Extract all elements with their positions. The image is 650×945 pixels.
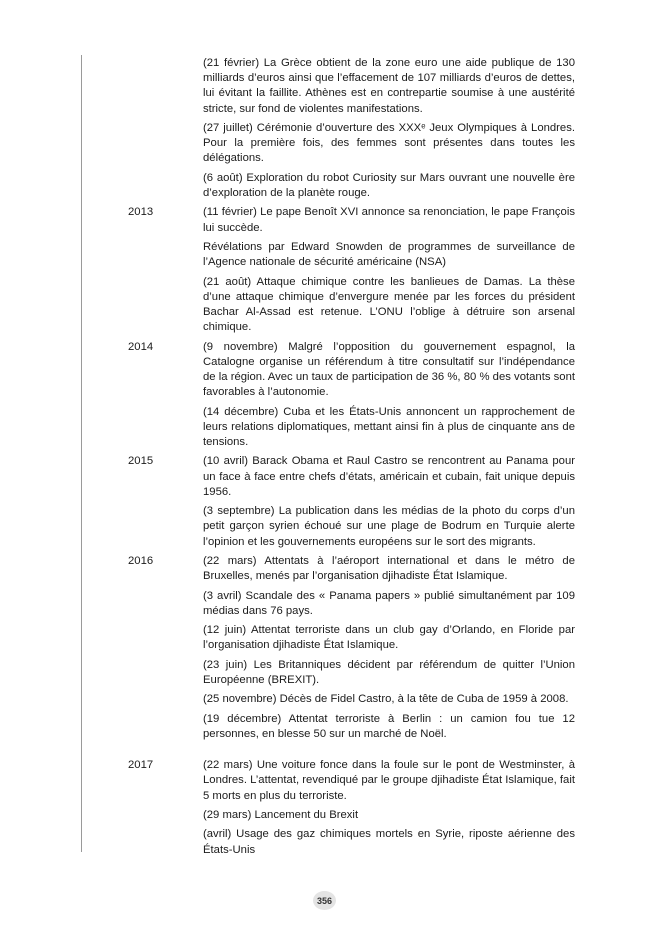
year-label: 2015 xyxy=(128,455,154,468)
entries xyxy=(203,454,575,549)
year-group-2013 xyxy=(0,205,650,335)
year-group xyxy=(0,56,650,201)
chronology xyxy=(0,56,650,862)
event-entry: (14 décembre) Cuba et les États-Unis annoncent un rapprochement de leurs relations diplomatiques, mettant ainsi fin à plus de cinquante ans de tensions. xyxy=(203,405,575,448)
entries xyxy=(203,205,575,335)
event-entry: (22 mars) Attentats à l’aéroport international et dans le métro de Bruxelles, menés par l’organisation djihadiste État Islamique. xyxy=(203,554,575,583)
event-entry: (19 décembre) Attentat terroriste à Berlin : un camion fou tue 12 personnes, en blesse 50 sur un marché de Noël. xyxy=(203,712,575,740)
event-entry: (9 novembre) Malgré l’opposition du gouvernement espagnol, la Catalogne organise un référendum à titre consultatif sur l’indépendance de la région. Avec un taux de participation de 36 %, 80 % des votants sont favorables à l’autonomie. xyxy=(203,340,575,399)
event-entry: (29 mars) Lancement du Brexit xyxy=(203,808,359,821)
event-entry: Révélations par Edward Snowden de programmes de surveillance de l’Agence nationale de sécurité américaine (NSA) xyxy=(203,240,575,269)
event-entry: (10 avril) Barack Obama et Raul Castro se rencontrent au Panama pour un face à face entre chefs d’états, américain et cubain, fait unique depuis 1956. xyxy=(203,455,575,498)
page-number: 356 xyxy=(313,891,336,910)
year-label: 2013 xyxy=(128,206,154,219)
event-entry: (3 avril) Scandale des « Panama papers » publié simultanément par 109 médias dans 76 pays. xyxy=(203,589,575,617)
event-entry: (21 août) Attaque chimique contre les banlieues de Damas. La thèse d’une attaque chimique d’envergure menée par les forces du président Bachar Al-Assad est retenue. L’ONU l’oblige à détruire son arsenal chimique. xyxy=(203,275,575,334)
year-group-2015 xyxy=(0,454,650,549)
entries xyxy=(203,554,575,742)
year-group-2014 xyxy=(0,340,650,451)
event-entry: (6 août) Exploration du robot Curiosity sur Mars ouvrant une nouvelle ère d’exploration de la planète rouge. xyxy=(203,171,575,199)
year-group-2016 xyxy=(0,554,650,742)
event-entry: (21 février) La Grèce obtient de la zone euro une aide publique de 130 milliards d’euros ainsi que l’effacement de 107 milliards d’euros de dettes, lui évitant la faillite. Athènes est en contrepartie soumise à une austérité stricte, sur fond de violentes manifestations. xyxy=(203,57,575,115)
year-group-2017 xyxy=(0,758,650,858)
entries xyxy=(203,56,575,201)
event-entry: (27 juillet) Cérémonie d’ouverture des XXXᵉ Jeux Olympiques à Londres. Pour la première fois, des femmes sont présentes dans toutes les délégations. xyxy=(203,122,575,165)
year-label: 2016 xyxy=(128,554,154,567)
event-entry: (25 novembre) Décès de Fidel Castro, à la tête de Cuba de 1959 à 2008. xyxy=(203,693,569,706)
year-label: 2017 xyxy=(128,759,154,772)
year-label: 2014 xyxy=(128,340,154,353)
event-entry: (23 juin) Les Britanniques décident par référendum de quitter l’Union Européenne (BREXIT). xyxy=(203,658,575,686)
event-entry: (12 juin) Attentat terroriste dans un club gay d’Orlando, en Floride par l’organisation djihadiste État Islamique. xyxy=(203,624,575,652)
event-entry: (11 février) Le pape Benoît XVI annonce sa renonciation, le pape François lui succède. xyxy=(203,206,575,234)
event-entry: (avril) Usage des gaz chimiques mortels en Syrie, riposte aérienne des États-Unis xyxy=(203,828,575,856)
entries xyxy=(203,758,575,858)
entries xyxy=(203,340,575,451)
event-entry: (22 mars) Une voiture fonce dans la foule sur le pont de Westminster, à Londres. L’attentat, revendiqué par le groupe djihadiste État Islamique, fait 5 morts en plus du terroriste. xyxy=(203,759,575,802)
event-entry: (3 septembre) La publication dans les médias de la photo du corps d’un petit garçon syrien échoué sur une plage de Bodrum en Turquie alerte l’opinion et les gouvernements européens sur le sort des migrants. xyxy=(203,505,575,548)
